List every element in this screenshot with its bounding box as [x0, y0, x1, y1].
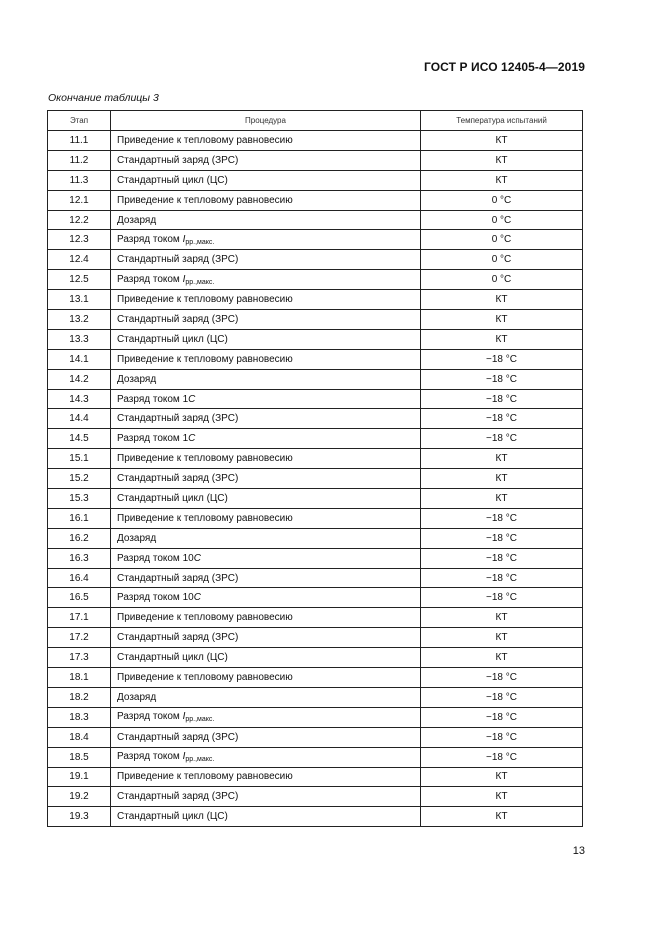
procedure-text: Стандартный заряд (ЗРС) — [117, 154, 239, 166]
temperature-cell: −18 °С — [421, 727, 583, 747]
procedure-cell — [111, 588, 421, 608]
stage-cell: 12.3 — [48, 230, 111, 250]
temperature-cell: КТ — [421, 469, 583, 489]
stage-cell: 17.1 — [48, 608, 111, 628]
current-subscript: рр.,макс. — [185, 238, 215, 246]
temperature-cell: 0 °С — [421, 230, 583, 250]
temperature-cell: −18 °С — [421, 508, 583, 528]
table-row — [48, 310, 583, 330]
header-temperature: Температура испытаний — [421, 111, 583, 131]
temperature-cell: КТ — [421, 767, 583, 787]
procedure-cell — [111, 270, 421, 290]
procedure-cell — [111, 349, 421, 369]
temperature-cell: КТ — [421, 787, 583, 807]
stage-cell: 12.4 — [48, 250, 111, 270]
table-row — [48, 568, 583, 588]
procedure-text: Приведение к тепловому равновесию — [117, 353, 293, 365]
current-symbol: I — [182, 751, 186, 763]
table-row — [48, 429, 583, 449]
procedure-text: Приведение к тепловому равновесию — [117, 134, 293, 146]
procedure-text: Стандартный заряд (ЗРС) — [117, 413, 239, 425]
procedure-cell — [111, 807, 421, 827]
procedure-cell — [111, 568, 421, 588]
temperature-cell: 0 °С — [421, 250, 583, 270]
temperature-cell: −18 °С — [421, 747, 583, 767]
procedure-cell — [111, 767, 421, 787]
procedure-text: Дозаряд — [117, 373, 157, 385]
temperature-cell: КТ — [421, 290, 583, 310]
stage-cell: 11.3 — [48, 170, 111, 190]
table-row — [48, 668, 583, 688]
table-row — [48, 807, 583, 827]
stage-cell: 16.2 — [48, 528, 111, 548]
stage-cell: 14.4 — [48, 409, 111, 429]
table-row — [48, 707, 583, 727]
procedure-text: Стандартный заряд (ЗРС) — [117, 473, 239, 485]
current-symbol: I — [182, 273, 186, 285]
procedure-cell — [111, 310, 421, 330]
procedure-text: Дозаряд — [117, 691, 157, 703]
procedure-cell — [111, 131, 421, 151]
table-row — [48, 230, 583, 250]
temperature-cell: КТ — [421, 449, 583, 469]
stage-cell: 19.2 — [48, 787, 111, 807]
stage-cell: 18.2 — [48, 687, 111, 707]
table-row — [48, 270, 583, 290]
procedure-cell — [111, 648, 421, 668]
temperature-cell: КТ — [421, 170, 583, 190]
table-row — [48, 508, 583, 528]
procedure-cell — [111, 230, 421, 250]
stage-cell: 16.5 — [48, 588, 111, 608]
procedure-text: Разряд током 10 — [117, 552, 194, 564]
stage-cell: 14.3 — [48, 389, 111, 409]
stage-cell: 13.1 — [48, 290, 111, 310]
stage-cell: 12.1 — [48, 190, 111, 210]
procedure-text: Стандартный цикл (ЦС) — [117, 174, 228, 186]
stage-cell: 18.1 — [48, 668, 111, 688]
page-number: 13 — [572, 845, 585, 857]
table-row — [48, 150, 583, 170]
stage-cell: 11.1 — [48, 131, 111, 151]
table-row — [48, 489, 583, 509]
procedure-text: Стандартный заряд (ЗРС) — [117, 254, 239, 266]
table-row — [48, 648, 583, 668]
stage-cell: 14.2 — [48, 369, 111, 389]
procedure-cell — [111, 747, 421, 767]
procedure-text: Приведение к тепловому равновесию — [117, 453, 293, 465]
procedure-cell — [111, 668, 421, 688]
temperature-cell: КТ — [421, 807, 583, 827]
procedure-text: Разряд током — [117, 233, 183, 245]
stage-cell: 19.3 — [48, 807, 111, 827]
temperature-cell: −18 °С — [421, 528, 583, 548]
temperature-cell: КТ — [421, 310, 583, 330]
current-subscript: рр.,макс. — [185, 756, 215, 764]
table-row — [48, 628, 583, 648]
procedure-cell — [111, 150, 421, 170]
table-caption: Окончание таблицы 3 — [48, 92, 159, 104]
temperature-cell: 0 °С — [421, 270, 583, 290]
temperature-cell: −18 °С — [421, 588, 583, 608]
stage-cell: 15.3 — [48, 489, 111, 509]
table-row — [48, 767, 583, 787]
procedure-text: Стандартный заряд (ЗРС) — [117, 731, 239, 743]
current-symbol: C — [193, 592, 201, 604]
procedure-text: Приведение к тепловому равновесию — [117, 771, 293, 783]
stage-cell: 14.5 — [48, 429, 111, 449]
procedure-text: Стандартный заряд (ЗРС) — [117, 313, 239, 325]
table-row — [48, 369, 583, 389]
table-row — [48, 210, 583, 230]
stage-cell: 18.4 — [48, 727, 111, 747]
temperature-cell: КТ — [421, 628, 583, 648]
test-procedure-table — [47, 110, 583, 827]
table-row — [48, 687, 583, 707]
table-row — [48, 131, 583, 151]
stage-cell: 17.2 — [48, 628, 111, 648]
table-row — [48, 548, 583, 568]
procedure-text: Дозаряд — [117, 214, 157, 226]
procedure-cell — [111, 429, 421, 449]
procedure-text: Разряд током 1 — [117, 393, 189, 405]
procedure-cell — [111, 528, 421, 548]
procedure-cell — [111, 409, 421, 429]
table-header-row — [48, 111, 583, 131]
table-row — [48, 190, 583, 210]
temperature-cell: −18 °С — [421, 548, 583, 568]
procedure-text: Дозаряд — [117, 532, 157, 544]
procedure-cell — [111, 329, 421, 349]
temperature-cell: −18 °С — [421, 389, 583, 409]
stage-cell: 18.3 — [48, 707, 111, 727]
procedure-cell — [111, 290, 421, 310]
header-procedure: Процедура — [111, 111, 421, 131]
table-row — [48, 608, 583, 628]
procedure-text: Разряд током — [117, 711, 183, 723]
current-symbol: C — [193, 552, 201, 564]
procedure-text: Стандартный цикл (ЦС) — [117, 652, 228, 664]
procedure-text: Разряд током — [117, 273, 183, 285]
current-symbol: C — [188, 433, 196, 445]
temperature-cell: КТ — [421, 648, 583, 668]
stage-cell: 19.1 — [48, 767, 111, 787]
procedure-cell — [111, 707, 421, 727]
procedure-text: Приведение к тепловому равновесию — [117, 671, 293, 683]
stage-cell: 12.2 — [48, 210, 111, 230]
table-row — [48, 349, 583, 369]
procedure-cell — [111, 687, 421, 707]
current-subscript: рр.,макс. — [185, 716, 215, 724]
procedure-cell — [111, 389, 421, 409]
procedure-text: Разряд током — [117, 751, 183, 763]
temperature-cell: КТ — [421, 150, 583, 170]
table-row — [48, 747, 583, 767]
stage-cell: 15.2 — [48, 469, 111, 489]
temperature-cell: КТ — [421, 608, 583, 628]
temperature-cell: −18 °С — [421, 429, 583, 449]
table-row — [48, 588, 583, 608]
procedure-cell — [111, 508, 421, 528]
stage-cell: 17.3 — [48, 648, 111, 668]
table-row — [48, 409, 583, 429]
temperature-cell: −18 °С — [421, 409, 583, 429]
temperature-cell: −18 °С — [421, 349, 583, 369]
procedure-cell — [111, 210, 421, 230]
temperature-cell: −18 °С — [421, 687, 583, 707]
procedure-text: Разряд током 10 — [117, 592, 194, 604]
procedure-text: Стандартный заряд (ЗРС) — [117, 632, 239, 644]
procedure-cell — [111, 787, 421, 807]
stage-cell: 15.1 — [48, 449, 111, 469]
procedure-text: Разряд током 1 — [117, 433, 189, 445]
table-row — [48, 389, 583, 409]
temperature-cell: КТ — [421, 489, 583, 509]
stage-cell: 13.2 — [48, 310, 111, 330]
temperature-cell: 0 °С — [421, 190, 583, 210]
current-symbol: I — [182, 233, 186, 245]
procedure-text: Стандартный цикл (ЦС) — [117, 333, 228, 345]
stage-cell: 16.4 — [48, 568, 111, 588]
current-symbol: I — [182, 711, 186, 723]
stage-cell: 12.5 — [48, 270, 111, 290]
procedure-cell — [111, 190, 421, 210]
stage-cell: 16.1 — [48, 508, 111, 528]
temperature-cell: −18 °С — [421, 707, 583, 727]
procedure-cell — [111, 548, 421, 568]
procedure-cell — [111, 628, 421, 648]
procedure-cell — [111, 489, 421, 509]
procedure-cell — [111, 369, 421, 389]
procedure-text: Приведение к тепловому равновесию — [117, 194, 293, 206]
procedure-cell — [111, 469, 421, 489]
procedure-text: Стандартный цикл (ЦС) — [117, 492, 228, 504]
procedure-text: Стандартный заряд (ЗРС) — [117, 791, 239, 803]
table-row — [48, 787, 583, 807]
table-row — [48, 528, 583, 548]
stage-cell: 13.3 — [48, 329, 111, 349]
header-stage: Этап — [48, 111, 111, 131]
procedure-cell — [111, 727, 421, 747]
table-row — [48, 727, 583, 747]
table-row — [48, 449, 583, 469]
temperature-cell: −18 °С — [421, 668, 583, 688]
stage-cell: 11.2 — [48, 150, 111, 170]
procedure-text: Стандартный цикл (ЦС) — [117, 811, 228, 823]
temperature-cell: КТ — [421, 131, 583, 151]
temperature-cell: КТ — [421, 329, 583, 349]
table-row — [48, 290, 583, 310]
procedure-cell — [111, 608, 421, 628]
temperature-cell: 0 °С — [421, 210, 583, 230]
stage-cell: 18.5 — [48, 747, 111, 767]
temperature-cell: −18 °С — [421, 369, 583, 389]
procedure-cell — [111, 250, 421, 270]
table-row — [48, 250, 583, 270]
procedure-cell — [111, 170, 421, 190]
procedure-cell — [111, 449, 421, 469]
table-row — [48, 469, 583, 489]
table-row — [48, 329, 583, 349]
current-symbol: C — [188, 393, 196, 405]
temperature-cell: −18 °С — [421, 568, 583, 588]
current-subscript: рр.,макс. — [185, 278, 215, 286]
document-code: ГОСТ Р ИСО 12405-4—2019 — [423, 60, 585, 74]
procedure-text: Приведение к тепловому равновесию — [117, 294, 293, 306]
procedure-text: Приведение к тепловому равновесию — [117, 612, 293, 624]
stage-cell: 16.3 — [48, 548, 111, 568]
procedure-text: Приведение к тепловому равновесию — [117, 512, 293, 524]
table-body — [48, 131, 583, 827]
procedure-text: Стандартный заряд (ЗРС) — [117, 572, 239, 584]
stage-cell: 14.1 — [48, 349, 111, 369]
table-row — [48, 170, 583, 190]
